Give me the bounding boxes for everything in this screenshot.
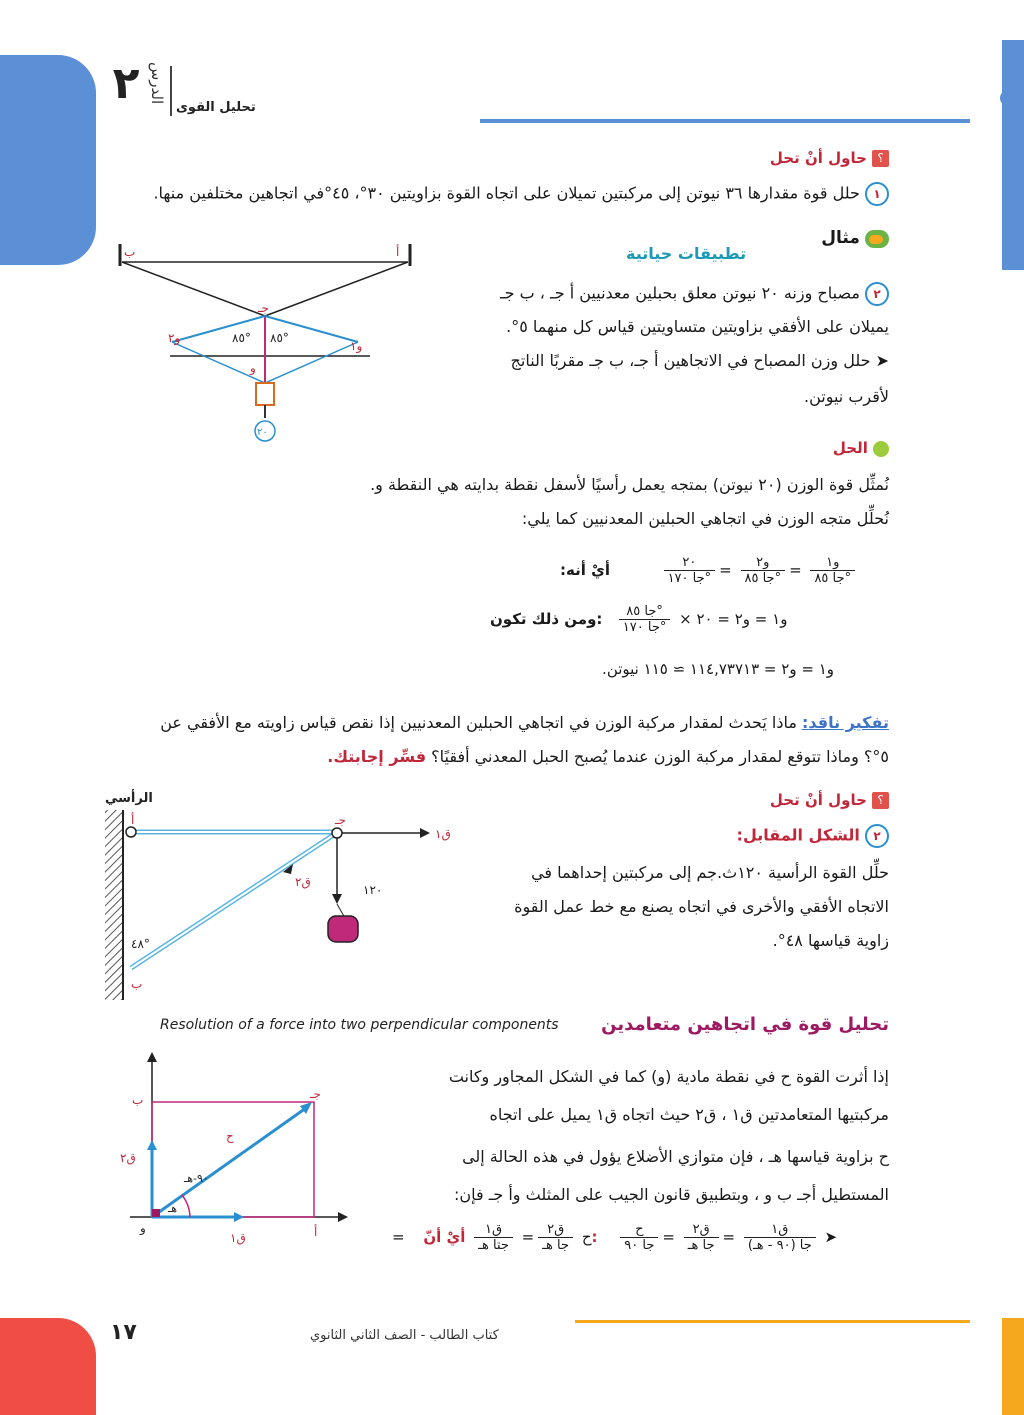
fig2-label-q1: ق١ <box>435 827 451 841</box>
item-number: ١ <box>865 182 889 206</box>
lesson-number: ٢ <box>112 58 140 109</box>
rectangle-figure <box>110 1052 350 1252</box>
critical-line-2: ٥°؟ وماذا تتوقع لمقدار مركبة الوزن عندما يُصبح الحبل المعدني أفقيًا؟ فسِّر إجابتك. <box>327 747 889 766</box>
fig2-angle: ٤٨° <box>131 937 150 951</box>
example-line-1: ٢ مصباح وزنه ٢٠ نيوتن معلق بحبلين معدنيين أ جـ ، ب جـ <box>500 282 889 306</box>
fraction: $\frac{\text{و١}}{\text{جا ٨٥°}}$ <box>810 555 855 586</box>
side-tab-bottom <box>0 1318 96 1415</box>
fig1-weight: ٢٠ <box>257 427 268 438</box>
fraction: $\frac{\text{جا ٨٥°}}{\text{جا ١٧٠°}}$ <box>619 604 671 635</box>
lesson-title: تحليل القوى <box>176 100 256 115</box>
try2-subhead: ٢ الشكل المقابل: <box>737 824 889 848</box>
solution-line-2: نُحلِّل متجه الوزن في اتجاهي الحبلين المعدنيين كما يلي: <box>521 509 889 528</box>
fraction: $\frac{٢٠}{\text{جا ١٧٠°}}$ <box>664 555 716 586</box>
try2-line-3: زاوية قياسها ٤٨°. <box>772 931 889 950</box>
fig3-label-w: و <box>140 1221 146 1235</box>
fig3-label-a: أ <box>314 1225 318 1239</box>
arrow-bullet-icon: ➤ <box>875 351 889 370</box>
critical-line-1: تفكير ناقد: ماذا يَحدث لمقدار مركبة الوزن في اتجاهي الحبلين المعدنيين إذا نقص قياس زاويته مع الأفقي عن <box>160 713 889 732</box>
decor-dot <box>1000 90 1016 106</box>
fraction: $\frac{\text{ح}}{\text{جا ٩٠}}$ <box>620 1222 658 1253</box>
solution-line-1: نُمثِّل قوة الوزن (٢٠ نيوتن) بمتجه يعمل رأسيًا لأسفل نقطة بدايته هي النقطة و. <box>370 475 889 494</box>
fraction: $\frac{\text{ق٢}}{\text{جا هـ}}$ <box>684 1222 719 1253</box>
section-equation: = ح $\frac{\text{ق٢}}{\text{جا هـ}}$ = $\frac{\text{ق١}}{\text{جتا هـ}}$ أيْ أنّ: $\frac{\text{ح}}{\text{جا ٩٠}}$ = $\frac{\text{ق٢}}{\text{جا هـ}}$ = $\frac{\text{ق١}}{\text{جا (٩٠ - هـ)}}$ ➤ <box>392 1222 838 1253</box>
fig2-vertical-label: الرأسي <box>105 791 153 806</box>
try1-text: حلل قوة مقدارها ٣٦ نيوتن إلى مركبتين تميلان على اتجاه القوة بزاويتين ٣٠°، ٤٥°في اتجاهين مختلفين منها. <box>153 183 860 203</box>
try-heading-1: ؟ حاول أنْ تحل <box>770 148 889 167</box>
fig1-label-w2: و٢ <box>168 331 181 345</box>
example-subtitle: تطبيقات حياتية <box>626 244 747 263</box>
equation-1: أيْ أنه: $\frac{٢٠}{\text{جا ١٧٠°}}$ = $\frac{\text{و٢}}{\text{جا ٨٥°}}$ = $\frac{\text{و١}}{\text{جا ٨٥°}}$ <box>540 555 859 586</box>
bracket-figure <box>95 788 465 1008</box>
example-line-4: لأقرب نيوتن. <box>803 387 889 406</box>
fig2-label-a: أ <box>131 813 135 827</box>
fig3-label-h: ح <box>226 1129 234 1143</box>
item-number: ٢ <box>865 824 889 848</box>
decor-dot <box>1012 112 1022 122</box>
example-label: مثال <box>821 228 889 248</box>
fig3-label-he: هـ <box>168 1202 178 1215</box>
fig1-label-j: جـ <box>258 301 269 315</box>
section-title: تحليل قوة في اتجاهين متعامدين <box>601 1014 889 1035</box>
fig1-angle-1: ٨٥° <box>232 331 251 345</box>
fig1-label-w1: و١ <box>350 339 363 353</box>
fig3-label-q1: ق١ <box>230 1231 246 1245</box>
section-line-2: مركبتيها المتعامدتين ق١ ، ق٢ حيث اتجاه ق١ يميل على اتجاه <box>489 1105 889 1124</box>
section-line-3: ح بزاوية قياسها هـ ، فإن متوازي الأضلاع يؤول في هذه الحالة إلى <box>462 1147 889 1166</box>
try-heading-2: ؟ حاول أنْ تحل <box>770 790 889 809</box>
section-title-en: Resolution of a force into two perpendicular components <box>160 1017 559 1033</box>
try2-line-1: حلِّل القوة الرأسية ١٢٠ث.جم إلى مركبتين إحداهما في <box>531 863 889 882</box>
solution-leaf-icon <box>873 441 889 457</box>
footer-rule <box>575 1320 970 1323</box>
fig2-label-b: ب <box>131 977 143 991</box>
fraction: $\frac{\text{ق١}}{\text{جتا هـ}}$ <box>474 1222 513 1253</box>
lesson-separator <box>170 66 172 116</box>
example-line-2: يميلان على الأفقي بزاويتين متساويتين قياس كل منهما ٥°. <box>506 317 889 336</box>
question-tag-icon: ؟ <box>872 150 889 167</box>
right-edge-bar-bottom <box>1002 1318 1024 1415</box>
fraction: $\frac{\text{و٢}}{\text{جا ٨٥°}}$ <box>741 555 786 586</box>
fig2-weight: ١٢٠ <box>363 883 383 897</box>
solution-heading: الحل <box>833 438 889 457</box>
try2-line-2: الاتجاه الأفقي والأخرى في اتجاه يصنع مع خط عمل القوة <box>514 897 889 916</box>
fig3-label-q2: ق٢ <box>120 1151 136 1165</box>
fraction: $\frac{\text{ق٢}}{\text{جا هـ}}$ <box>538 1222 573 1253</box>
equation-3: و١ = و٢ = ١١٤,٧٣٧١٣ ≃ ١١٥ نيوتن. <box>602 660 834 678</box>
lesson-word: الدرس <box>148 62 166 105</box>
page-number: ١٧ <box>110 1320 137 1345</box>
arrow-bullet-icon: ➤ <box>824 1228 838 1246</box>
section-line-1: إذا أثرت القوة ح في نقطة مادية (و) كما في الشكل المجاور وكانت <box>448 1067 889 1086</box>
fig2-label-j: جـ <box>335 813 346 827</box>
fig1-angle-2: ٨٥° <box>270 331 289 345</box>
fig1-label-b: ب <box>124 245 136 259</box>
footer-book-title: كتاب الطالب - الصف الثاني الثانوي <box>310 1328 499 1343</box>
equation-2: ومن ذلك تكون: $\frac{\text{جا ٨٥°}}{\text{جا ١٧٠°}}$ و١ = و٢ = ٢٠ × <box>490 604 788 635</box>
decor-dot <box>1008 66 1020 78</box>
fig1-label-w: و <box>250 361 256 375</box>
fraction: $\frac{\text{ق١}}{\text{جا (٩٠ - هـ)}}$ <box>744 1222 816 1253</box>
side-tab-top <box>0 55 96 265</box>
fig1-label-a: أ <box>396 245 400 259</box>
example-line-3: ➤ حلل وزن المصباح في الاتجاهين أ جـ، ب جـ مقربًا الناتج <box>510 351 889 370</box>
lamp-figure <box>110 238 420 448</box>
try1-item <box>153 182 889 206</box>
fig3-label-b: ب <box>132 1093 144 1107</box>
section-line-4: المستطيل أجـ ب و ، وبتطبيق قانون الجيب على المثلث وأ جـ فإن: <box>453 1185 889 1204</box>
question-tag-icon: ؟ <box>872 792 889 809</box>
item-number: ٢ <box>865 282 889 306</box>
chat-bubble-icon <box>865 230 889 248</box>
fig3-label-j: جـ <box>310 1087 321 1101</box>
fig3-label-90h: ٩٠-هـ <box>184 1172 209 1185</box>
header-rule <box>480 119 970 123</box>
fig2-label-q2: ق٢ <box>295 875 311 889</box>
